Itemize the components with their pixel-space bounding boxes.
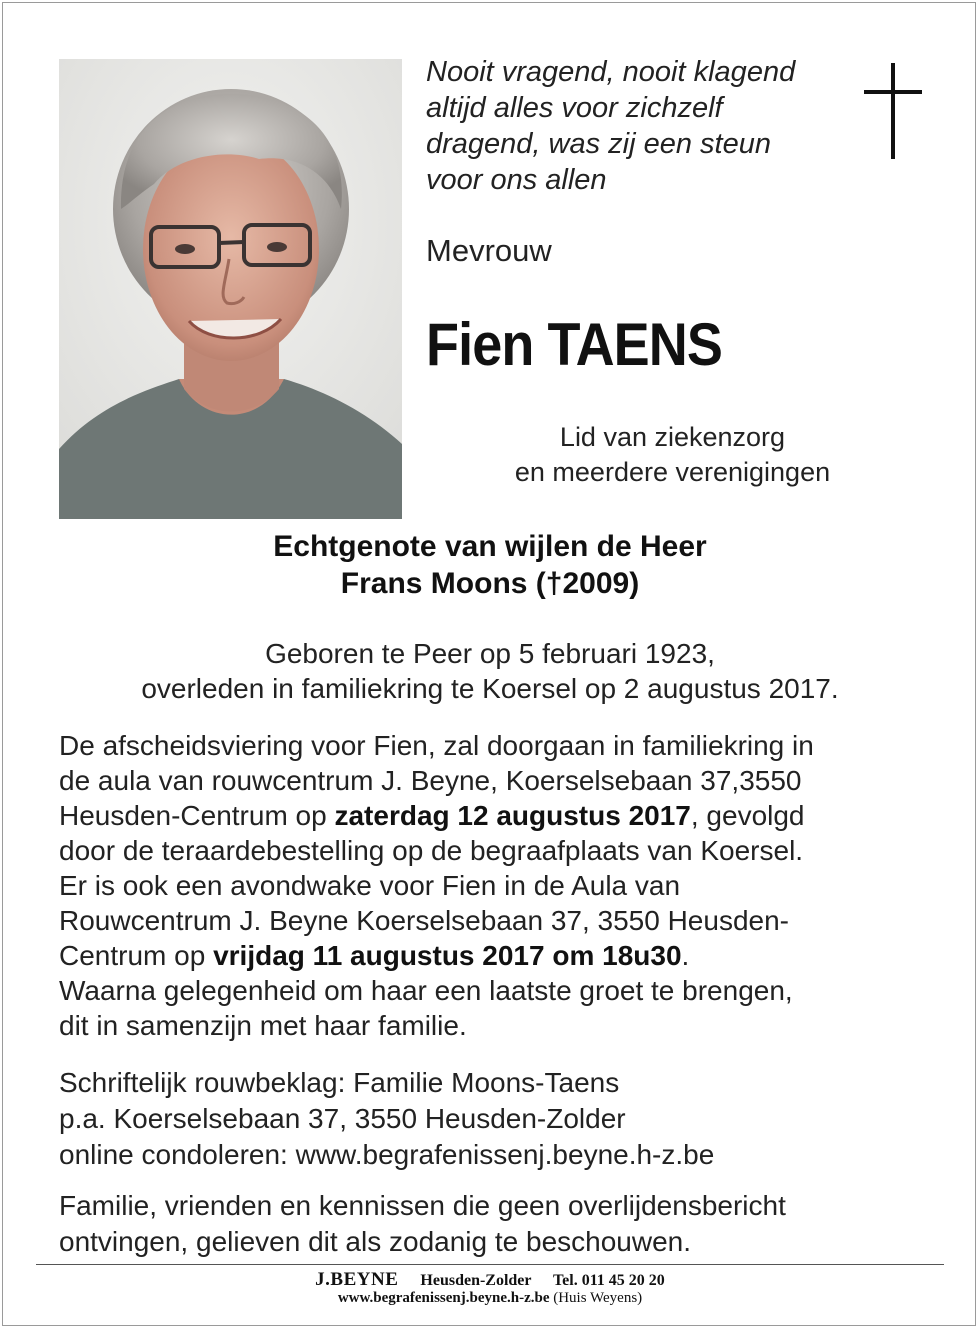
funeral-date: zaterdag 12 augustus 2017 bbox=[334, 800, 691, 831]
spouse-line: Echtgenote van wijlen de Heer bbox=[273, 530, 707, 563]
poem-line: altijd alles voor zichzelf bbox=[426, 92, 723, 124]
birth-line: Geboren te Peer op 5 februari 1923, bbox=[265, 638, 715, 669]
footer-row bbox=[0, 1270, 980, 1290]
footer-row bbox=[0, 1290, 980, 1307]
closing-note bbox=[59, 1188, 939, 1260]
portrait-photo-icon bbox=[59, 59, 402, 519]
ceremony-line: Waarna gelegenheid om haar een laatste groet te brengen, bbox=[59, 975, 793, 1006]
ceremony-line bbox=[59, 798, 939, 833]
footer-divider bbox=[36, 1264, 944, 1265]
salutation: Mevrouw bbox=[426, 233, 552, 268]
funeral-home-note: (Huis Weyens) bbox=[553, 1290, 643, 1306]
birth-death-info bbox=[40, 636, 940, 706]
condolence-line: Schriftelijk rouwbeklag: Familie Moons-Taens bbox=[59, 1067, 620, 1098]
funeral-home-footer bbox=[0, 1270, 980, 1307]
ceremony-text: , gevolgd bbox=[690, 800, 805, 831]
poem-line: Nooit vragend, nooit klagend bbox=[426, 56, 796, 88]
cross-icon bbox=[864, 63, 922, 159]
ceremony-line: de aula van rouwcentrum J. Beyne, Koerselsebaan 37,3550 bbox=[59, 765, 802, 796]
spouse-info bbox=[40, 528, 940, 602]
poem-verse bbox=[426, 54, 846, 198]
membership-line: Lid van ziekenzorg bbox=[559, 422, 786, 452]
ceremony-line: Rouwcentrum J. Beyne Koerselsebaan 37, 3550 Heusden- bbox=[59, 905, 789, 936]
poem-line: voor ons allen bbox=[426, 164, 607, 196]
ceremony-text: Heusden-Centrum op bbox=[59, 800, 335, 831]
membership-info bbox=[440, 420, 905, 490]
funeral-home-location: Heusden-Zolder bbox=[420, 1272, 532, 1289]
death-line: overleden in familiekring te Koersel op 2 augustus 2017. bbox=[141, 673, 839, 704]
ceremony-line bbox=[59, 938, 939, 973]
condolence-address: p.a. Koerselsebaan 37, 3550 Heusden-Zolder bbox=[59, 1103, 626, 1134]
ceremony-line: Er is ook een avondwake voor Fien in de Aula van bbox=[59, 870, 681, 901]
funeral-home-phone: Tel. 011 45 20 20 bbox=[552, 1272, 665, 1289]
ceremony-line: De afscheidsviering voor Fien, zal doorgaan in familiekring in bbox=[59, 730, 814, 761]
funeral-home-brand: J.BEYNE bbox=[315, 1269, 399, 1290]
membership-line: en meerdere verenigingen bbox=[514, 457, 831, 487]
closing-line: ontvingen, gelieven dit als zodanig te beschouwen. bbox=[59, 1226, 691, 1257]
ceremony-line: dit in samenzijn met haar familie. bbox=[59, 1010, 467, 1041]
ceremony-text: Centrum op bbox=[59, 940, 214, 971]
condolence-online: online condoleren: www.begrafenissenj.beyne.h-z.be bbox=[59, 1139, 715, 1170]
ceremony-line: door de teraardebestelling op de begraafplaats van Koersel. bbox=[59, 835, 804, 866]
ceremony-text: . bbox=[681, 940, 690, 971]
spouse-line: Frans Moons (†2009) bbox=[340, 567, 640, 600]
ceremony-details bbox=[59, 728, 939, 1043]
condolence-info bbox=[59, 1065, 939, 1173]
deceased-name: Fien TAENS bbox=[426, 311, 723, 378]
wake-date: vrijdag 11 augustus 2017 om 18u30 bbox=[213, 940, 682, 971]
poem-line: dragend, was zij een steun bbox=[426, 128, 771, 160]
closing-line: Familie, vrienden en kennissen die geen overlijdensbericht bbox=[59, 1190, 786, 1221]
portrait-photo bbox=[59, 59, 402, 519]
funeral-home-website: www.begrafenissenj.beyne.h-z.be bbox=[337, 1290, 550, 1306]
